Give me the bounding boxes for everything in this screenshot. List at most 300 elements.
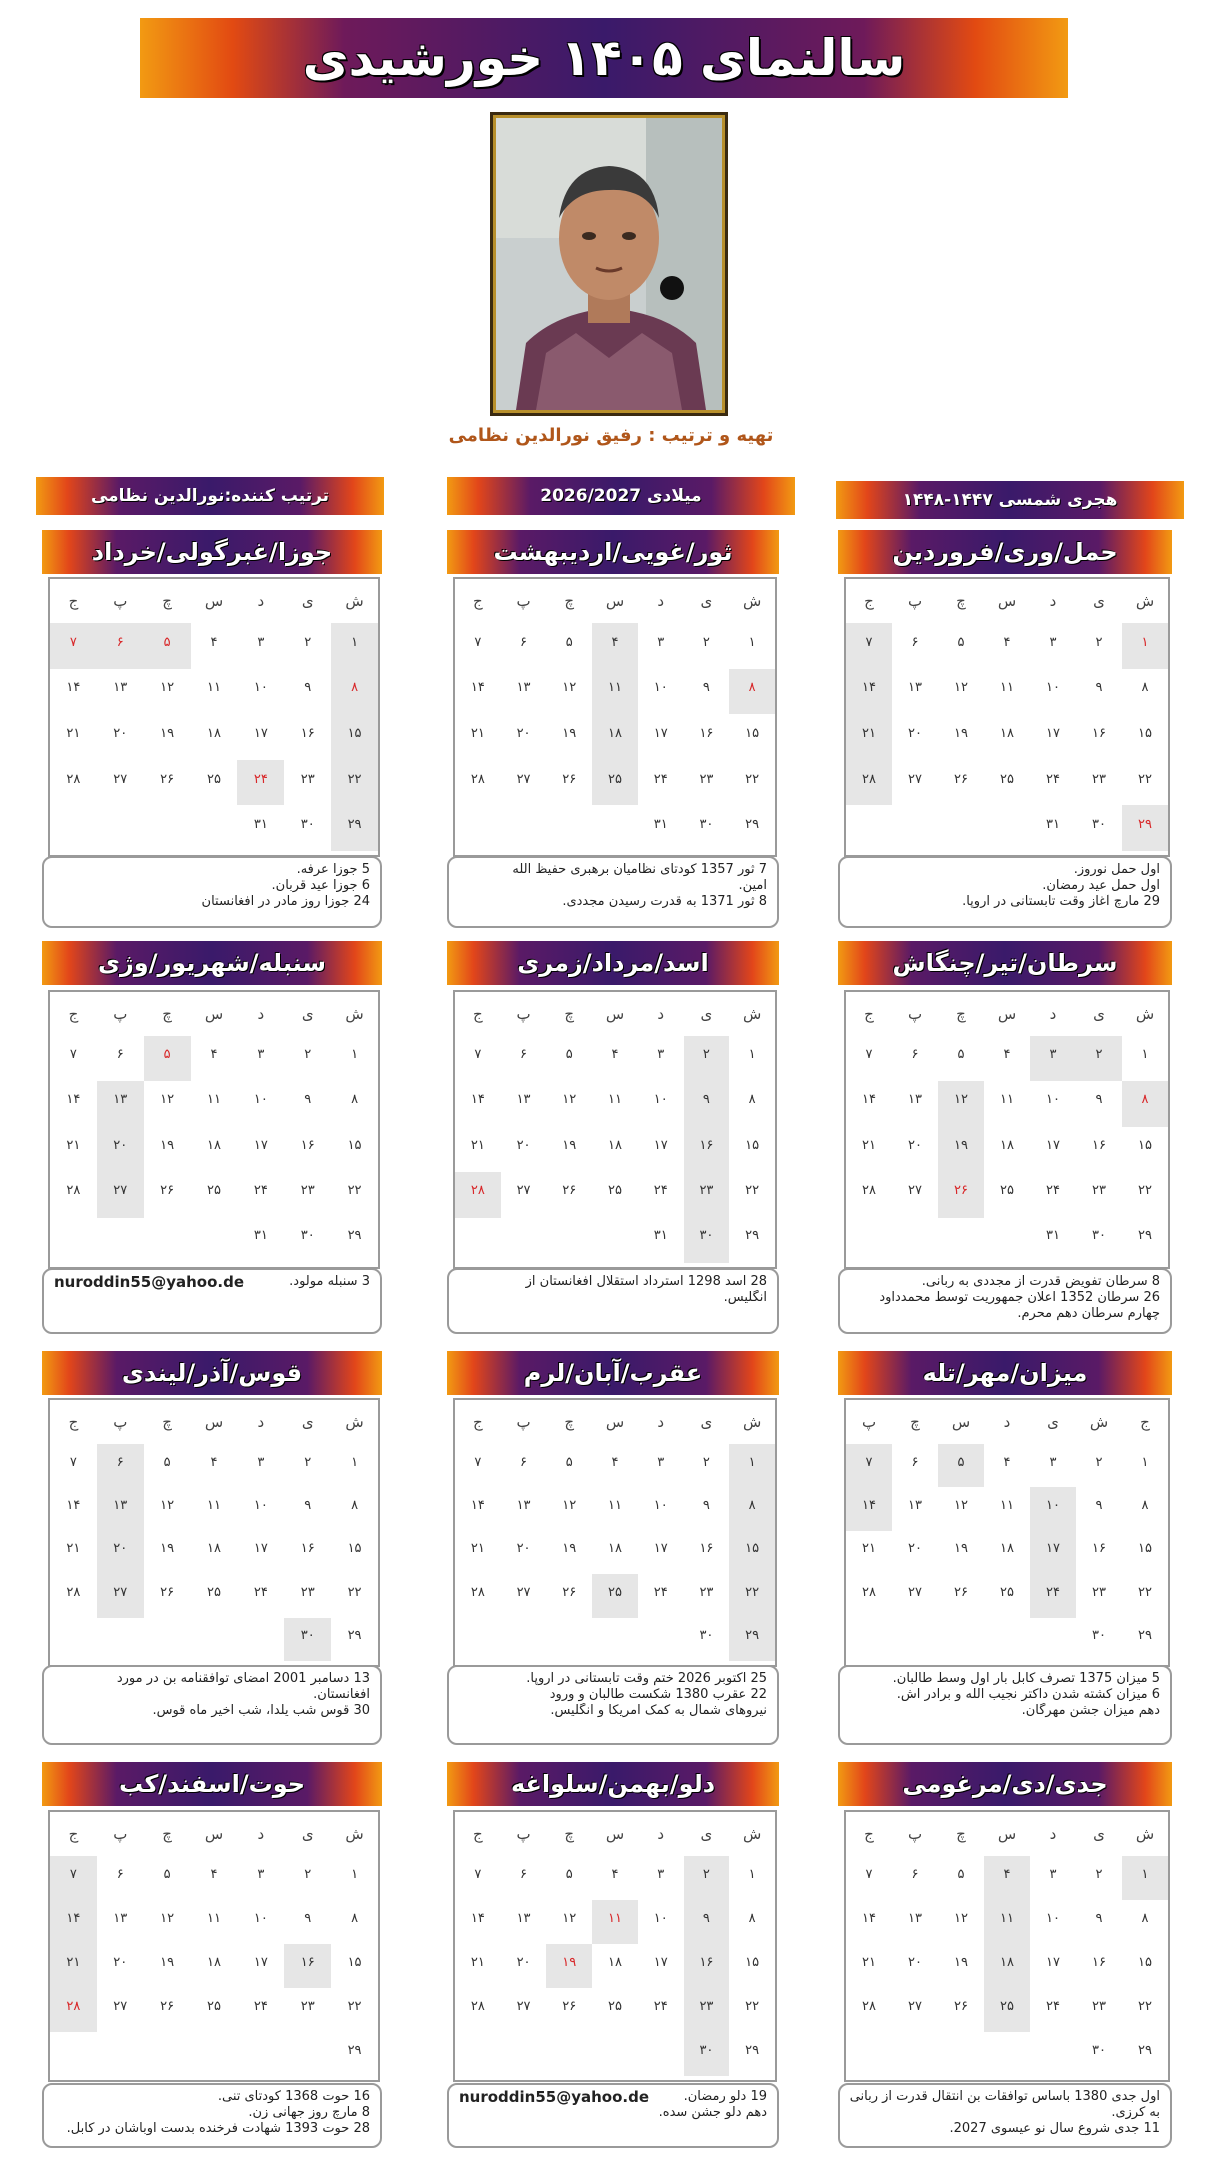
day-cell bbox=[237, 2032, 284, 2076]
day-cell: ۱۶ bbox=[300, 1541, 315, 1557]
day-cell bbox=[938, 1218, 984, 1263]
day-cell: ۴ bbox=[210, 1454, 218, 1470]
day-cell bbox=[501, 805, 547, 851]
day-cell: ۱ bbox=[748, 1866, 756, 1882]
day-cell bbox=[846, 2032, 892, 2076]
day-cell: ۲۷ bbox=[516, 771, 531, 787]
day-cell: ۲۶ bbox=[160, 1584, 175, 1600]
day-cell bbox=[501, 1218, 547, 1263]
day-cell: ۲۰ bbox=[97, 1531, 144, 1574]
day-cell: ۱۹ bbox=[160, 1137, 175, 1153]
week-row bbox=[455, 2032, 775, 2076]
day-cell: ۲۶ bbox=[562, 1182, 577, 1198]
day-cell: ۳۱ bbox=[1046, 1228, 1060, 1244]
day-cell: ۲۵ bbox=[608, 1998, 622, 2014]
day-cell: ۱۳ bbox=[908, 1092, 922, 1108]
weekday-label: د bbox=[1049, 1005, 1057, 1023]
weekday-label: پ bbox=[113, 592, 128, 610]
day-cell: ۲۶ bbox=[562, 771, 577, 787]
day-cell: ۲۱ bbox=[862, 1954, 876, 1970]
note-line: 29 مارچ آغاز وقت تابستانی در اروپا. bbox=[962, 894, 1160, 909]
day-cell: ۴ bbox=[210, 1046, 218, 1062]
weekday-label: س bbox=[204, 1005, 224, 1023]
day-cell: ۶ bbox=[520, 634, 528, 650]
day-cell: ۱۷ bbox=[1030, 1531, 1076, 1574]
weekday-label: ج bbox=[864, 592, 874, 610]
day-cell: ۱۷ bbox=[653, 1541, 668, 1557]
day-cell: ۳۰ bbox=[699, 1628, 714, 1644]
weekday-label: ج bbox=[472, 1413, 483, 1431]
day-cell: ۱۴ bbox=[66, 1497, 81, 1513]
day-cell: ۲۹ bbox=[347, 1228, 362, 1244]
note-line: 26 سرطان 1352 اعلان جمهوریت توسط محمدداود bbox=[879, 1290, 1160, 1305]
weekday-label: چ bbox=[910, 1413, 920, 1431]
day-cell: ۲۵ bbox=[608, 1182, 622, 1198]
weekday-label: چ bbox=[564, 1005, 575, 1023]
note-line: 6 جوزا عید قربان. bbox=[271, 878, 370, 893]
month-grid bbox=[453, 1810, 777, 2082]
day-cell bbox=[501, 1618, 547, 1661]
day-cell: ۱۴ bbox=[862, 1092, 876, 1108]
day-cell: ۱۵ bbox=[1138, 726, 1152, 742]
day-cell bbox=[97, 805, 144, 851]
weekday-label: ی bbox=[700, 1005, 713, 1023]
week-row bbox=[846, 1487, 1168, 1530]
month-title: حوت/اسفند/کب bbox=[42, 1762, 382, 1806]
day-cell: ۲۱ bbox=[470, 1137, 485, 1153]
day-cell: ۶ bbox=[520, 1046, 528, 1062]
day-cell: ۹ bbox=[304, 1092, 312, 1108]
weekday-label: د bbox=[657, 1825, 665, 1843]
day-cell: ۷ bbox=[69, 1454, 77, 1470]
note-line: 5 جوزا عرفه. bbox=[296, 862, 370, 877]
day-cell: ۲۱ bbox=[862, 1137, 876, 1153]
day-cell: ۲۹ bbox=[729, 1618, 775, 1661]
week-row bbox=[846, 1127, 1168, 1172]
day-cell bbox=[455, 2032, 501, 2076]
month-title: عقرب/آبان/لرم bbox=[447, 1351, 779, 1395]
week-row bbox=[50, 1856, 378, 1900]
day-cell: ۹ bbox=[304, 680, 312, 696]
day-cell bbox=[638, 1618, 684, 1661]
day-cell: ۶ bbox=[520, 1454, 528, 1470]
day-cell: ۲ bbox=[702, 1454, 710, 1470]
day-cell: ۲۷ bbox=[908, 1584, 922, 1600]
day-cell: ۱۷ bbox=[1046, 1137, 1060, 1153]
day-cell: ۷ bbox=[846, 1444, 892, 1487]
day-cell: ۲ bbox=[304, 1046, 312, 1062]
day-cell: ۱۹ bbox=[160, 726, 175, 742]
weekday-label: پ bbox=[516, 1825, 531, 1843]
day-cell: ۱۶ bbox=[1092, 1954, 1106, 1970]
week-row bbox=[455, 714, 775, 760]
note-line: 7 ثور 1357 کودتای نظامیان برهبری حفیظ الله bbox=[512, 862, 767, 877]
weekday-label: ی bbox=[700, 592, 713, 610]
note-line: 8 ثور 1371 به قدرت رسیدن مجددی. bbox=[562, 894, 767, 909]
day-cell: ۱۷ bbox=[253, 1954, 268, 1970]
day-cell bbox=[984, 1618, 1030, 1661]
day-cell: ۲۲ bbox=[729, 1574, 775, 1617]
day-cell: ۲۲ bbox=[745, 1182, 760, 1198]
day-cell: ۵ bbox=[957, 1046, 965, 1062]
week-row bbox=[455, 1218, 775, 1263]
day-cell: ۳ bbox=[1049, 1454, 1057, 1470]
week-row bbox=[846, 1444, 1168, 1487]
day-cell: ۱۶ bbox=[300, 726, 315, 742]
month-title: سنبله/شهریور/وژی bbox=[42, 941, 382, 985]
day-cell: ۱۹ bbox=[160, 1954, 175, 1970]
weekday-label: پ bbox=[113, 1005, 128, 1023]
day-cell: ۱۷ bbox=[1046, 1954, 1060, 1970]
day-cell: ۱ bbox=[351, 1454, 359, 1470]
week-row bbox=[846, 2032, 1168, 2076]
day-cell: ۲۲ bbox=[1138, 771, 1152, 787]
day-cell: ۵ bbox=[565, 634, 573, 650]
day-cell bbox=[546, 1218, 592, 1263]
day-cell: ۲ bbox=[702, 634, 710, 650]
day-cell: ۱۱ bbox=[608, 1497, 622, 1513]
day-cell: ۳۱ bbox=[253, 817, 268, 833]
month-title: میزان/مهر/تله bbox=[838, 1351, 1172, 1395]
day-cell: ۲۷ bbox=[113, 1998, 128, 2014]
week-row bbox=[846, 1036, 1168, 1081]
day-cell bbox=[97, 2032, 144, 2076]
day-cell: ۱۲ bbox=[954, 1497, 968, 1513]
weekday-label: د bbox=[657, 1413, 665, 1431]
day-cell: ۲۷ bbox=[908, 1998, 922, 2014]
weekday-label: د bbox=[257, 1005, 265, 1023]
day-cell: ۱ bbox=[1141, 1454, 1149, 1470]
day-cell: ۱۸ bbox=[608, 1137, 622, 1153]
day-cell bbox=[50, 2032, 97, 2076]
label-gregorian-year: 2026/2027 میلادی bbox=[447, 477, 795, 515]
day-cell: ۱۱ bbox=[592, 1900, 638, 1944]
note-line: امین. bbox=[738, 878, 767, 893]
weekday-label: پ bbox=[907, 592, 923, 610]
day-cell: ۲۷ bbox=[516, 1998, 531, 2014]
day-cell: ۱۴ bbox=[846, 1487, 892, 1530]
email-link[interactable]: nuroddin55@yahoo.de bbox=[54, 1273, 245, 1291]
day-cell: ۱۸ bbox=[1000, 726, 1014, 742]
day-cell: ۲۵ bbox=[207, 1182, 221, 1198]
day-cell: ۲۴ bbox=[253, 1998, 268, 2014]
day-cell: ۱۵ bbox=[745, 726, 760, 742]
day-cell: ۲ bbox=[1076, 1036, 1122, 1081]
day-cell: ۸ bbox=[351, 1092, 359, 1108]
day-cell: ۲۳ bbox=[300, 1584, 315, 1600]
weekday-label: ج bbox=[864, 1825, 874, 1843]
month-grid bbox=[844, 990, 1170, 1269]
month-grid bbox=[48, 1398, 380, 1667]
day-cell: ۲۳ bbox=[684, 1988, 730, 2032]
day-cell: ۹ bbox=[684, 1081, 730, 1126]
day-cell: ۱۱ bbox=[207, 1497, 221, 1513]
note-line: 11 جدی شروع سال نو عیسوی 2027. bbox=[949, 2121, 1160, 2136]
day-cell: ۲۱ bbox=[66, 726, 81, 742]
day-cell: ۳۰ bbox=[684, 2032, 730, 2076]
day-cell: ۱ bbox=[748, 634, 756, 650]
day-cell: ۶ bbox=[97, 623, 144, 669]
day-cell bbox=[455, 1618, 501, 1661]
day-cell: ۱۷ bbox=[653, 1137, 668, 1153]
day-cell: ۲۴ bbox=[1046, 771, 1060, 787]
day-cell: ۷ bbox=[474, 1454, 482, 1470]
month-notes bbox=[838, 2083, 1172, 2148]
note-line: 30 قوس شب یلدا، شب اخیر ماه قوس. bbox=[152, 1703, 370, 1718]
weekday-label: س bbox=[997, 592, 1017, 610]
note-line: 19 دلو رمضان. bbox=[683, 2089, 767, 2104]
day-cell: ۴ bbox=[210, 1866, 218, 1882]
month-notes bbox=[838, 856, 1172, 928]
note-line: به کرزی. bbox=[1111, 2105, 1160, 2120]
day-cell: ۱۸ bbox=[984, 1944, 1030, 1988]
day-cell bbox=[50, 805, 97, 851]
day-cell: ۱۴ bbox=[846, 669, 892, 715]
day-cell: ۶ bbox=[911, 634, 919, 650]
day-cell bbox=[1030, 2032, 1076, 2076]
weekday-label: پ bbox=[516, 1413, 531, 1431]
day-cell: ۱۶ bbox=[284, 1944, 331, 1988]
weekday-label: ش bbox=[742, 592, 762, 610]
note-line: چهارم سرطان دهم محرم. bbox=[1017, 1306, 1160, 1321]
day-cell: ۱۷ bbox=[653, 726, 668, 742]
day-cell: ۲۳ bbox=[699, 1584, 714, 1600]
day-cell: ۲۳ bbox=[300, 1998, 315, 2014]
weekday-label: ش bbox=[345, 592, 364, 610]
month-notes bbox=[447, 1268, 779, 1334]
month-notes bbox=[42, 1665, 382, 1745]
day-cell: ۲۸ bbox=[862, 1584, 876, 1600]
day-cell: ۲۱ bbox=[50, 1944, 97, 1988]
day-cell: ۲۴ bbox=[653, 771, 668, 787]
day-cell: ۱۸ bbox=[608, 1954, 622, 1970]
day-cell: ۱۵ bbox=[729, 1531, 775, 1574]
week-row bbox=[455, 1988, 775, 2032]
day-cell: ۱۶ bbox=[1092, 1137, 1106, 1153]
day-cell: ۲۸ bbox=[66, 1182, 81, 1198]
day-cell: ۷ bbox=[474, 1866, 482, 1882]
day-cell: ۷ bbox=[474, 1046, 482, 1062]
weekday-label: د bbox=[657, 1005, 665, 1023]
week-row bbox=[846, 1081, 1168, 1126]
day-cell bbox=[592, 2032, 638, 2076]
day-cell: ۲۹ bbox=[745, 817, 760, 833]
month-title: قوس/آذر/لیندی bbox=[42, 1351, 382, 1395]
day-cell: ۳ bbox=[257, 1454, 265, 1470]
day-cell: ۱۹ bbox=[562, 726, 577, 742]
week-row bbox=[846, 714, 1168, 760]
day-cell: ۵ bbox=[565, 1866, 573, 1882]
day-cell: ۵ bbox=[957, 634, 965, 650]
day-cell: ۲۶ bbox=[562, 1584, 577, 1600]
email-link[interactable]: nuroddin55@yahoo.de bbox=[459, 2088, 650, 2106]
day-cell: ۳۱ bbox=[253, 1228, 268, 1244]
week-row bbox=[846, 1574, 1168, 1617]
day-cell: ۸ bbox=[1122, 1081, 1168, 1126]
day-cell: ۲۵ bbox=[207, 1998, 221, 2014]
week-row bbox=[846, 805, 1168, 851]
day-cell bbox=[144, 2032, 191, 2076]
note-line: 25 اکتوبر 2026 ختم وقت تابستانی در اروپا. bbox=[526, 1671, 767, 1686]
day-cell: ۳ bbox=[257, 1866, 265, 1882]
day-cell: ۱۳ bbox=[516, 1092, 531, 1108]
day-cell bbox=[592, 805, 638, 851]
day-cell: ۱۹ bbox=[954, 726, 968, 742]
week-row bbox=[50, 623, 378, 669]
day-cell: ۴ bbox=[210, 634, 218, 650]
day-cell: ۲۲ bbox=[347, 1584, 362, 1600]
page-title: سالنمای ۱۴۰۵ خورشیدی bbox=[302, 29, 906, 87]
day-cell: ۴ bbox=[611, 1046, 619, 1062]
weekday-label: س bbox=[204, 1413, 224, 1431]
day-cell bbox=[97, 1218, 144, 1263]
day-cell: ۱۴ bbox=[470, 680, 485, 696]
day-cell: ۲ bbox=[684, 1856, 730, 1900]
day-cell: ۱۹ bbox=[938, 1127, 984, 1172]
weekday-label: ش bbox=[1135, 1005, 1155, 1023]
week-row bbox=[50, 1081, 378, 1126]
day-cell: ۳۰ bbox=[284, 1618, 331, 1661]
note-line: 28 اسد 1298 استرداد استقلال افغانستان از bbox=[525, 1274, 767, 1289]
day-cell: ۱۵ bbox=[745, 1137, 760, 1153]
day-cell: ۱۱ bbox=[1000, 1092, 1014, 1108]
day-cell: ۹ bbox=[1095, 1092, 1103, 1108]
day-cell: ۲ bbox=[304, 1454, 312, 1470]
day-cell: ۱۵ bbox=[1138, 1954, 1152, 1970]
month-title: دلو/بهمن/سلواغه bbox=[447, 1762, 779, 1806]
week-row bbox=[50, 1218, 378, 1263]
day-cell bbox=[938, 1618, 984, 1661]
day-cell: ۳ bbox=[257, 634, 265, 650]
week-row bbox=[455, 1172, 775, 1217]
month-title: جوزا/غبرگولی/خرداد bbox=[42, 530, 382, 574]
day-cell: ۷ bbox=[50, 1856, 97, 1900]
day-cell: ۲۹ bbox=[347, 1628, 362, 1644]
weekday-label: چ bbox=[956, 592, 966, 610]
day-cell: ۷ bbox=[69, 1046, 77, 1062]
day-cell: ۲۰ bbox=[516, 726, 531, 742]
day-cell: ۱۱ bbox=[592, 669, 638, 715]
page-banner bbox=[140, 18, 1068, 98]
day-cell: ۲۶ bbox=[160, 1182, 175, 1198]
day-cell: ۱۱ bbox=[207, 1092, 221, 1108]
day-cell: ۸ bbox=[1141, 1497, 1149, 1513]
day-cell: ۳۰ bbox=[684, 1218, 730, 1263]
day-cell: ۱۷ bbox=[253, 726, 268, 742]
day-cell bbox=[892, 1218, 938, 1263]
weekday-label: چ bbox=[162, 592, 172, 610]
weekday-label: پ bbox=[861, 1413, 877, 1431]
day-cell: ۲۲ bbox=[745, 771, 760, 787]
day-cell: ۵ bbox=[938, 1444, 984, 1487]
day-cell: ۱۵ bbox=[331, 714, 378, 760]
day-cell: ۲۵ bbox=[207, 1584, 221, 1600]
weekday-label: ج bbox=[68, 1005, 79, 1023]
day-cell: ۳ bbox=[1049, 634, 1057, 650]
day-cell: ۲۶ bbox=[160, 1998, 175, 2014]
day-cell: ۸ bbox=[351, 1910, 359, 1926]
week-row bbox=[50, 2032, 378, 2076]
weekday-label: ی bbox=[1093, 1005, 1105, 1023]
weekday-label: س bbox=[605, 1413, 625, 1431]
month-notes bbox=[42, 2083, 382, 2148]
day-cell: ۱۰ bbox=[253, 680, 268, 696]
day-cell: ۲۹ bbox=[1138, 2042, 1152, 2058]
note-line: اول جدی 1380 باساس توافقات بن انتقال قدرت از ربانی bbox=[850, 2089, 1160, 2104]
day-cell: ۱۰ bbox=[653, 1497, 668, 1513]
day-cell: ۲۰ bbox=[908, 1954, 922, 1970]
note-line: افغانستان. bbox=[313, 1687, 370, 1702]
day-cell: ۲۲ bbox=[347, 1998, 362, 2014]
day-cell: ۱۴ bbox=[470, 1092, 485, 1108]
weekday-label: چ bbox=[564, 1825, 575, 1843]
week-row bbox=[455, 1127, 775, 1172]
day-cell: ۲۹ bbox=[745, 1228, 760, 1244]
note-line: 8 مارچ روز جهانی زن. bbox=[248, 2105, 370, 2120]
label-hijri-year: هجری شمسی ۱۴۴۷-۱۴۴۸ bbox=[836, 481, 1184, 519]
day-cell: ۲۰ bbox=[97, 1127, 144, 1172]
weekday-label: چ bbox=[162, 1825, 172, 1843]
day-cell: ۲۶ bbox=[954, 771, 968, 787]
day-cell bbox=[191, 1618, 238, 1661]
weekday-label: ش bbox=[1089, 1413, 1109, 1431]
day-cell: ۱۴ bbox=[862, 1910, 876, 1926]
day-cell: ۲۰ bbox=[908, 726, 922, 742]
week-row bbox=[50, 760, 378, 806]
week-row bbox=[455, 669, 775, 715]
day-cell: ۱۳ bbox=[908, 680, 922, 696]
weekday-label: ج bbox=[68, 592, 79, 610]
day-cell: ۲ bbox=[304, 1866, 312, 1882]
day-cell: ۲۲ bbox=[1138, 1182, 1152, 1198]
day-cell bbox=[1030, 1618, 1076, 1661]
day-cell: ۱۲ bbox=[954, 1910, 968, 1926]
day-cell: ۱۰ bbox=[653, 1910, 668, 1926]
day-cell: ۲۹ bbox=[331, 805, 378, 851]
day-cell: ۳ bbox=[657, 634, 665, 650]
day-cell: ۵ bbox=[163, 1866, 171, 1882]
day-cell: ۳۰ bbox=[1092, 1628, 1106, 1644]
day-cell: ۳۰ bbox=[300, 817, 315, 833]
day-cell: ۱۴ bbox=[470, 1910, 485, 1926]
day-cell bbox=[455, 1218, 501, 1263]
day-cell: ۱۸ bbox=[207, 1954, 221, 1970]
day-cell: ۲۵ bbox=[1000, 1584, 1014, 1600]
note-line: 5 میزان 1375 تصرف کابل بار اول وسط طالبان. bbox=[892, 1671, 1160, 1686]
day-cell: ۲۵ bbox=[984, 1988, 1030, 2032]
day-cell: ۲۱ bbox=[862, 1541, 876, 1557]
day-cell: ۱۷ bbox=[653, 1954, 668, 1970]
weekday-label: س bbox=[204, 592, 224, 610]
weekday-label: س bbox=[605, 592, 625, 610]
month-notes bbox=[447, 1665, 779, 1745]
weekday-label: ش bbox=[345, 1825, 364, 1843]
weekday-label: ش bbox=[345, 1413, 364, 1431]
day-cell: ۲۸ bbox=[470, 1998, 485, 2014]
day-cell: ۷ bbox=[474, 634, 482, 650]
day-cell: ۳۱ bbox=[1046, 817, 1060, 833]
weekday-label: ی bbox=[700, 1825, 713, 1843]
week-row bbox=[50, 1487, 378, 1530]
day-cell bbox=[546, 2032, 592, 2076]
day-cell bbox=[846, 1618, 892, 1661]
week-row bbox=[50, 805, 378, 851]
note-line: اول حمل عید رمضان. bbox=[1042, 878, 1160, 893]
week-row bbox=[846, 760, 1168, 806]
day-cell: ۱۳ bbox=[908, 1497, 922, 1513]
day-cell bbox=[191, 2032, 238, 2076]
day-cell: ۲۱ bbox=[470, 726, 485, 742]
